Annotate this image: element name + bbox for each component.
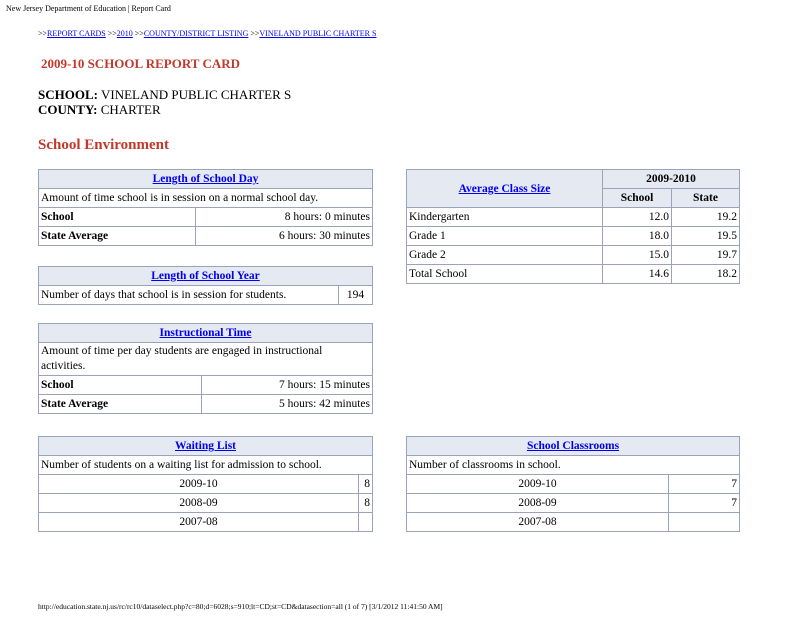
table-row: [407, 475, 740, 494]
row-value: 7 hours: 15 minutes: [202, 376, 373, 395]
table-header: [39, 267, 373, 286]
table-header: [39, 437, 373, 456]
row-label: State Average: [39, 227, 196, 246]
row-state-value: 19.7: [672, 246, 740, 265]
row-label: Grade 1: [407, 227, 603, 246]
school-name: VINELAND PUBLIC CHARTER S: [100, 87, 292, 102]
row-state-value: 19.5: [672, 227, 740, 246]
instructional-time-link[interactable]: Instructional Time: [159, 327, 252, 339]
table-header: [407, 437, 740, 456]
table-description: Amount of time school is in session on a normal school day.: [39, 189, 373, 208]
table-header: [39, 324, 373, 343]
table-header: [407, 170, 603, 208]
row-state-value: 18.2: [672, 265, 740, 284]
table-row: [39, 494, 373, 513]
table-description: Amount of time per day students are engaged in instructional activities.: [39, 343, 373, 376]
row-year: 2009-10: [407, 475, 669, 494]
school-classrooms-table: [406, 436, 740, 532]
row-value: 5 hours: 42 minutes: [202, 395, 373, 414]
length-of-school-year-table: [38, 266, 373, 305]
county-name: CHARTER: [100, 102, 161, 117]
row-school-value: 12.0: [603, 208, 672, 227]
breadcrumb-sep: >>: [250, 29, 260, 38]
page-header: New Jersey Department of Education | Report Card: [6, 4, 171, 13]
breadcrumb-link-year[interactable]: 2010: [116, 29, 133, 38]
row-year: 2007-08: [407, 513, 669, 532]
page-footer-url: http://education.state.nj.us/rc/rc10/dataselect.php?c=80;d=6028;s=910;lt=CD;st=CD&datasection=all (1 of 7) [3/1/2012 11:41:50 AM]: [38, 602, 443, 611]
waiting-list-link[interactable]: Waiting List: [174, 440, 237, 452]
row-state-value: 19.2: [672, 208, 740, 227]
row-value: [669, 513, 740, 532]
row-year: 2008-09: [39, 494, 359, 513]
row-value: 8: [359, 494, 373, 513]
row-value: 6 hours: 30 minutes: [196, 227, 373, 246]
table-row: [407, 494, 740, 513]
row-school-value: 15.0: [603, 246, 672, 265]
table-row: [39, 376, 373, 395]
table-header: [39, 170, 373, 189]
instructional-time-table: [38, 323, 373, 414]
row-school-value: 14.6: [603, 265, 672, 284]
breadcrumb-sep: >>: [107, 29, 117, 38]
row-year: 2009-10: [39, 475, 359, 494]
school-classrooms-link[interactable]: School Classrooms: [526, 440, 620, 452]
col-school-header: School: [603, 189, 672, 208]
row-value: 7: [669, 475, 740, 494]
length-of-school-day-table: [38, 169, 373, 246]
year-header: 2009-2010: [603, 170, 740, 189]
table-row: [39, 286, 373, 305]
row-value: 8: [359, 475, 373, 494]
table-description: Number of days that school is in session for students.: [39, 286, 339, 305]
average-class-size-table: [406, 169, 740, 284]
row-value: [359, 513, 373, 532]
breadcrumb-link-report-cards[interactable]: REPORT CARDS: [47, 29, 106, 38]
breadcrumb-sep: >>: [134, 29, 144, 38]
row-label: School: [39, 208, 196, 227]
row-year: 2007-08: [39, 513, 359, 532]
table-row: [39, 227, 373, 246]
school-info: [38, 87, 291, 117]
row-school-value: 18.0: [603, 227, 672, 246]
table-row: [39, 395, 373, 414]
row-label: School: [39, 376, 202, 395]
table-description: Number of classrooms in school.: [407, 456, 740, 475]
table-row: [39, 513, 373, 532]
county-label: COUNTY:: [38, 102, 98, 117]
breadcrumb-link-school[interactable]: VINELAND PUBLIC CHARTER S: [259, 29, 377, 38]
report-title: 2009-10 SCHOOL REPORT CARD: [41, 56, 241, 71]
row-value: 7: [669, 494, 740, 513]
row-label: Total School: [407, 265, 603, 284]
row-label: Kindergarten: [407, 208, 603, 227]
average-class-size-link[interactable]: Average Class Size: [458, 182, 551, 195]
section-title: School Environment: [38, 137, 169, 153]
row-value: 194: [339, 286, 373, 305]
school-label: SCHOOL:: [38, 87, 98, 102]
table-row: [407, 246, 740, 265]
length-of-school-year-link[interactable]: Length of School Year: [151, 270, 260, 282]
breadcrumb-sep: >>: [38, 29, 48, 38]
table-description: Number of students on a waiting list for admission to school.: [39, 456, 373, 475]
table-row: [39, 475, 373, 494]
table-row: [407, 208, 740, 227]
row-label: Grade 2: [407, 246, 603, 265]
row-label: State Average: [39, 395, 202, 414]
breadcrumb: [38, 29, 376, 38]
row-value: 8 hours: 0 minutes: [196, 208, 373, 227]
length-of-school-day-link[interactable]: Length of School Day: [152, 173, 259, 185]
table-row: [407, 513, 740, 532]
breadcrumb-link-county-district[interactable]: COUNTY/DISTRICT LISTING: [143, 29, 249, 38]
table-row: [407, 227, 740, 246]
table-row: [39, 208, 373, 227]
waiting-list-table: [38, 436, 373, 532]
row-year: 2008-09: [407, 494, 669, 513]
col-state-header: State: [672, 189, 740, 208]
table-row: [407, 265, 740, 284]
